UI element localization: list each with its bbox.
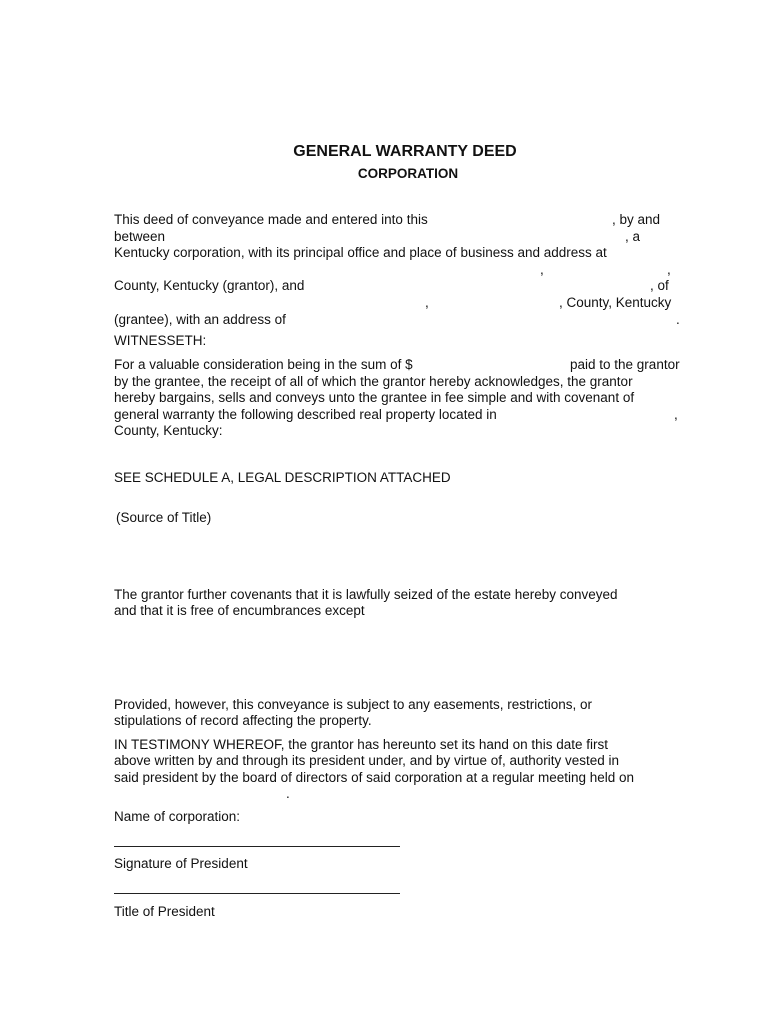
para1-line7-end: . (676, 312, 680, 327)
para1-line7-text: (grantee), with an address of (114, 312, 286, 327)
document-subtitle: CORPORATION (357, 166, 459, 181)
para1-line6-end: , County, Kentucky (559, 295, 672, 310)
para4-line1: Provided, however, this conveyance is subject to any easements, restrictions, or (114, 697, 592, 712)
president-signature-label: Signature of President (114, 856, 248, 871)
para1-line5-end: , of (650, 278, 669, 293)
para1-line4-comma1: , (540, 262, 544, 277)
para1-line3-text: Kentucky corporation, with its principal office and place of business and address at (114, 245, 607, 260)
source-of-title: (Source of Title) (116, 510, 212, 525)
para2-line1-text: For a valuable consideration being in the sum of $ (114, 357, 413, 372)
para2-line1-end: paid to the grantor (570, 357, 680, 372)
para2-line4-end: , (674, 407, 678, 422)
schedule-reference: SEE SCHEDULE A, LEGAL DESCRIPTION ATTACHED (114, 470, 451, 485)
witnesseth-heading: WITNESSETH: (114, 333, 207, 348)
para5-line1: IN TESTIMONY WHEREOF, the grantor has hereunto set its hand on this date first (114, 737, 608, 752)
president-title-label: Title of President (114, 904, 215, 919)
para1-line2-text: between (114, 229, 166, 244)
corporation-name-line[interactable] (114, 846, 400, 847)
para3-line1: The grantor further covenants that it is lawfully seized of the estate hereby conveyed (114, 587, 618, 602)
president-signature-line[interactable] (114, 893, 400, 894)
para3-line2: and that it is free of encumbrances except (114, 603, 365, 618)
para5-line3: said president by the board of directors of said corporation at a regular meeting held on (114, 770, 635, 785)
document-title: GENERAL WARRANTY DEED (293, 143, 517, 160)
para1-line1-text: This deed of conveyance made and entered into this (114, 212, 428, 227)
corporation-name-label: Name of corporation: (114, 809, 241, 824)
para5-line2: above written by and through its president under, and by virtue of, authority vested in (114, 753, 620, 768)
para1-line2-end: , a (625, 229, 641, 244)
para1-line6-comma: , (425, 295, 429, 310)
para2-line5: County, Kentucky: (114, 423, 223, 438)
para1-line4-comma2: , (667, 262, 671, 277)
para1-line5-text: County, Kentucky (grantor), and (114, 278, 305, 293)
para5-line4: . (286, 786, 290, 801)
para2-line4-text: general warranty the following described real property located in (114, 407, 497, 422)
para1-line1-end: , by and (612, 212, 661, 227)
para2-line2: by the grantee, the receipt of all of which the grantor hereby acknowledges, the grantor (114, 374, 633, 389)
para4-line2: stipulations of record affecting the property. (114, 713, 372, 728)
para2-line3: hereby bargains, sells and conveys unto the grantee in fee simple and with covenant of (114, 390, 635, 405)
